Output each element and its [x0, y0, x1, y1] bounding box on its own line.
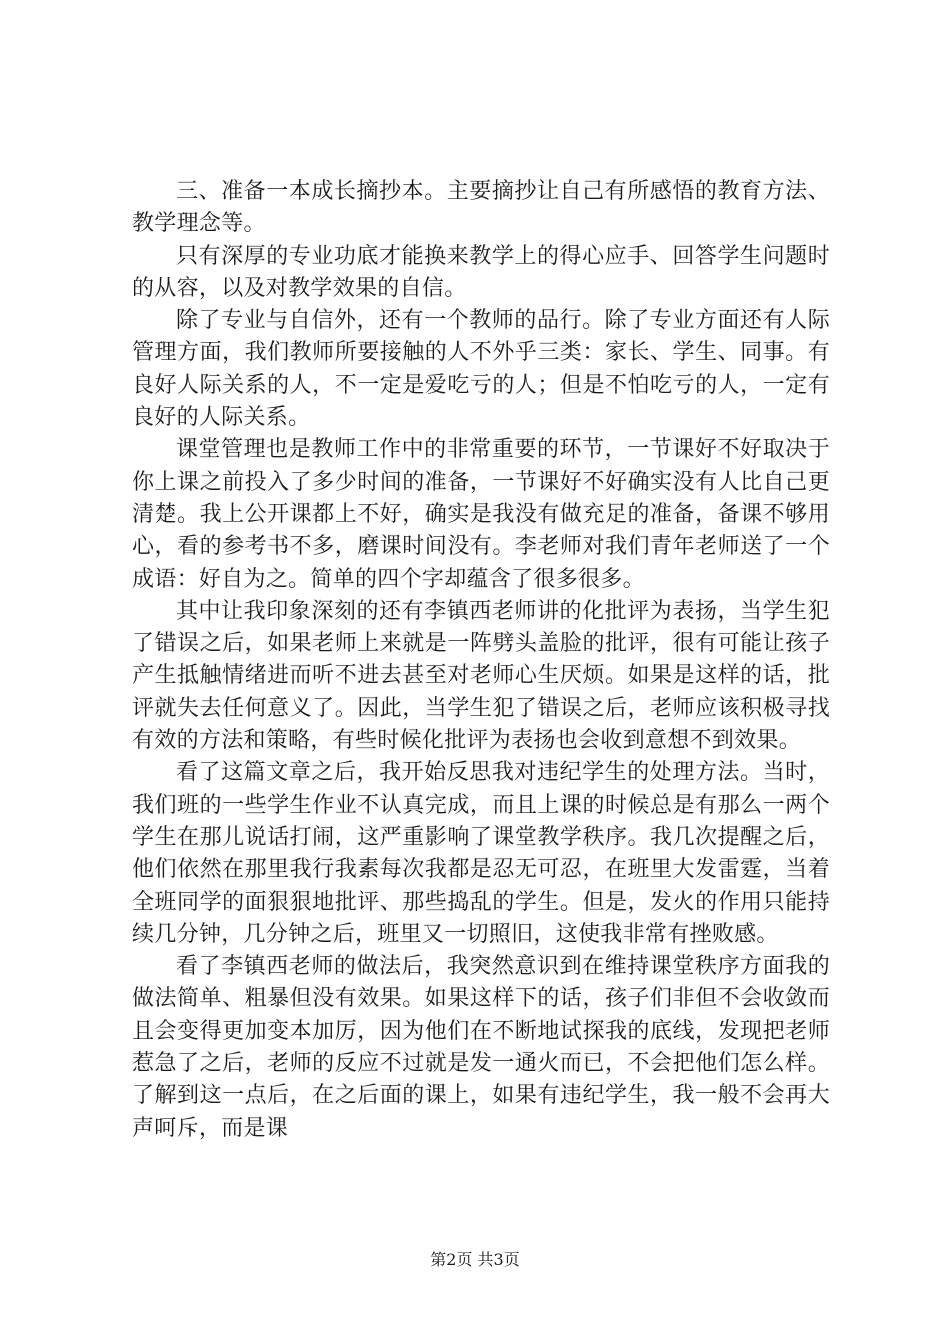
document-body	[132, 176, 830, 1145]
page-footer: 第2页 共3页	[430, 1250, 520, 1269]
paragraph-criticism-to-praise: 其中让我印象深刻的还有李镇西老师讲的化批评为表扬，当学生犯了错误之后，如果老师上来就是一阵劈头盖脸的批评，很有可能让孩子产生抵触情绪进而听不进去甚至对老师心生厌烦。如果是这样的话，批评就失去任何意义了。因此，当学生犯了错误之后，老师应该积极寻找有效的方法和策略，有些时候化批评为表扬也会收到意想不到效果。	[132, 598, 830, 754]
paragraph-teacher-character: 除了专业与自信外，还有一个教师的品行。除了专业方面还有人际管理方面，我们教师所要接触的人不外乎三类：家长、学生、同事。有良好人际关系的人，不一定是爱吃亏的人；但是不怕吃亏的人，一定有良好的人际关系。	[132, 308, 830, 431]
paragraph-self-reflection: 看了这篇文章之后，我开始反思我对违纪学生的处理方法。当时，我们班的一些学生作业不认真完成，而且上课的时候总是有那么一两个学生在那儿说话打闹，这严重影响了课堂教学秩序。我几次提醒之后，他们依然在那里我行我素每次我都是忍无可忍，在班里大发雷霆，当着全班同学的面狠狠地批评、那些捣乱的学生。但是，发火的作用只能持续几分钟，几分钟之后，班里又一切照旧，这使我非常有挫败感。	[132, 760, 830, 947]
paragraph-professional-foundation: 只有深厚的专业功底才能换来教学上的得心应手、回答学生问题时的从容，以及对教学效果的自信。	[132, 243, 830, 301]
paragraph-growth-notebook: 三、准备一本成长摘抄本。主要摘抄让自己有所感悟的教育方法、教学理念等。	[132, 179, 830, 237]
paragraph-classroom-management: 课堂管理也是教师工作中的非常重要的环节，一节课好不好取决于你上课之前投入了多少时间的准备，一节课好不好确实没有人比自己更清楚。我上公开课都上不好，确实是我没有做充足的准备，备课不够用心，看的参考书不多，磨课时间没有。李老师对我们青年老师送了一个成语：好自为之。简单的四个字却蕴含了很多很多。	[132, 437, 830, 592]
paragraph-new-approach: 看了李镇西老师的做法后，我突然意识到在维持课堂秩序方面我的做法简单、粗暴但没有效果。如果这样下的话，孩子们非但不会收敛而且会变得更加变本加厉，因为他们在不断地试探我的底线，发现把老师惹急了之后，老师的反应不过就是发一通火而已，不会把他们怎么样。了解到这一点后，在之后面的课上，如果有违纪学生，我一般不会再大声呵斥，而是课	[132, 954, 830, 1141]
